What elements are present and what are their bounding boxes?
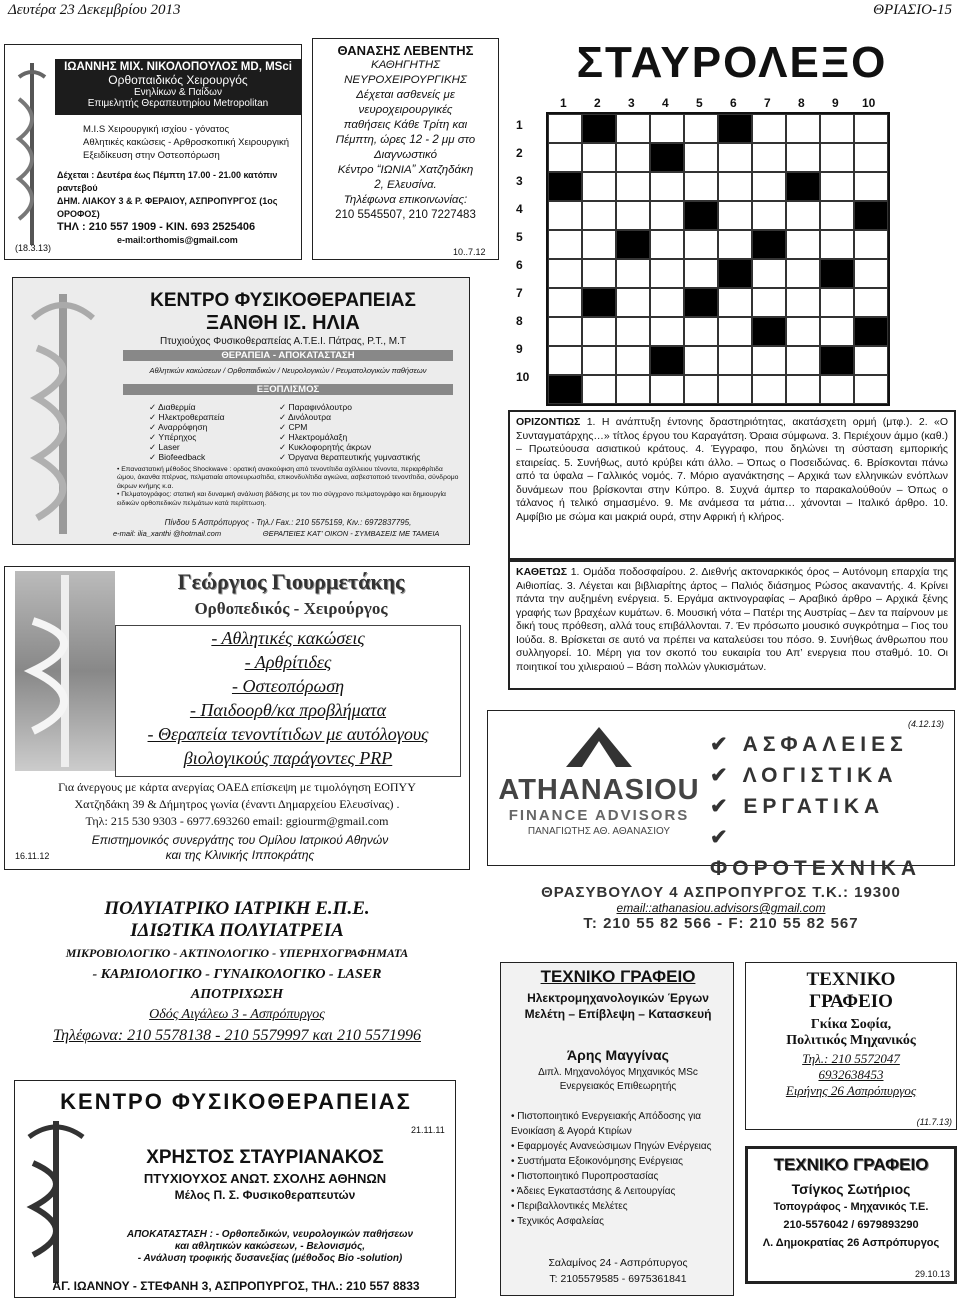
service-item: • Άδειες Εγκαταστάσης & Λειτουργίας	[511, 1186, 676, 1197]
crossword-cell[interactable]	[820, 114, 854, 143]
crossword-cell[interactable]	[786, 317, 820, 346]
ilia-equipment-left	[149, 402, 225, 462]
crossword-cell[interactable]	[820, 317, 854, 346]
crossword-cell[interactable]	[684, 143, 718, 172]
crossword-cell[interactable]	[820, 143, 854, 172]
caduceus-icon	[21, 1117, 91, 1287]
service-line: Εξειδίκευση στην Οστεοπόρωση	[83, 150, 220, 161]
crossword-black-cell	[752, 317, 786, 346]
crossword-cell[interactable]	[582, 346, 616, 375]
crossword-cell[interactable]	[616, 259, 650, 288]
equipment-item: ✓ Biofeedback	[149, 452, 206, 462]
contact-line: Τηλ: 215 530 9303 - 6977.693260 email: ggiourm@gmail.com	[85, 814, 389, 828]
crossword-black-cell	[650, 143, 684, 172]
ilia-band-therapy: ΘΕΡΑΠΕΙΑ - ΑΠΟΚΑΤΑΣΤΑΣΗ	[123, 350, 453, 361]
service-line: - Ανάλυση τροφικής δυσανεξίας (μέθοδος Bio -solution)	[137, 1253, 403, 1264]
crossword-black-cell	[650, 346, 684, 375]
crossword-cell[interactable]	[684, 317, 718, 346]
gkika-address: Ειρήνης 26 Ασπρόπυργος	[785, 1083, 917, 1098]
crossword-cell[interactable]	[548, 114, 582, 143]
tsigkos-phones: 210-5576042 / 6979893290	[783, 1219, 919, 1231]
body-line: Διαγνωστικό	[373, 149, 438, 161]
polyiatriko-line1: ΜΙΚΡΟΒΙΟΛΟΓΙΚΟ - ΑΚΤΙΝΟΛΟΓΙΚΟ - ΥΠΕΡΗΧΟΓΡΑΦΗΜΑΤΑ	[65, 946, 409, 960]
crossword-column-numbers	[550, 96, 950, 112]
crossword-black-cell	[854, 201, 888, 230]
athanasiou-address: ΘΡΑΣΥΒΟΥΛΟΥ 4 ΑΣΠΡΟΠΥΡΓΟΣ Τ.Κ.: 19300	[541, 884, 901, 901]
maggina-title: ΤΕΧΝΙΚΟ ΓΡΑΦΕΙΟ	[540, 967, 696, 986]
ad-gkika	[745, 962, 957, 1130]
crossword-black-cell	[582, 114, 616, 143]
ad-date: (4.12.13)	[908, 719, 945, 729]
affiliation-line: Επιστημονικός συνεργάτης του Ομίλου Ιατρικού Αθηνών	[91, 833, 389, 847]
address-line: Χατζηδάκη 39 & Δήμητρος γωνία (έναντι Δημαρχείου Ελευσίνας) .	[74, 797, 400, 811]
crossword-cell[interactable]	[548, 143, 582, 172]
gkika-name: Γκίκα Σοφία,	[810, 1017, 892, 1032]
row-number: 2	[516, 146, 523, 160]
row-number: 1	[516, 118, 523, 132]
crossword-cell[interactable]	[718, 172, 752, 201]
column-number: 2	[594, 96, 601, 110]
leventis-phones: 210 5545507, 210 7227483	[335, 209, 476, 221]
crossword-black-cell	[684, 201, 718, 230]
crossword-cell[interactable]	[616, 201, 650, 230]
ilia-name: ΞΑΝΘΗ ΙΣ. ΗΛΙΑ	[206, 312, 360, 334]
crossword-cell[interactable]	[820, 288, 854, 317]
leventis-body	[313, 88, 498, 193]
equipment-item: ✓ Δινόλουτρα	[279, 412, 332, 422]
tsigkos-title: ΤΕΧΝΙΚΟ ΓΡΑΦΕΙΟ	[773, 1155, 929, 1174]
gkika-title2: ΓΡΑΦΕΙΟ	[809, 991, 893, 1012]
crossword-black-cell	[684, 288, 718, 317]
note-shockwave: • Επαναστατική μέθοδος Shockwave : ορατική ανακούφιση από τενοντίτιδα αχίλλειου τένοντα, περιαρθρίτιδα ώμου, άκανθα πτέρνας, πελματιαία απονευρωσίτιδα, επικονδυλίτιδα αγκώνα, ασβεστοποιό τενοντίτιδα, σύνδρομο άκρων κνήμης κ.α.	[117, 466, 459, 490]
crossword-cell[interactable]	[854, 259, 888, 288]
crossword-cell[interactable]	[752, 143, 786, 172]
horizontal-label: ΟΡΙΖΟΝΤΙΩΣ	[516, 416, 581, 428]
note-podography: • Πελματογράφος: στατική και δυναμική ανάλυση βάδισης με τον πιο σύγχρονο πελματογράφο και δημιουργία ειδικών ορθοπεδικών πελμάτων κατά περίπτωση.	[117, 491, 446, 507]
crossword-black-cell	[854, 317, 888, 346]
service-item: ✔ ΦΟΡΟΤΕΧΝΙΚΑ	[710, 826, 922, 880]
hours-line: Δέχεται : Δευτέρα έως Πέμπτη 17.00 - 21.00 κατόπιν ραντεβού	[57, 170, 278, 193]
maggina-address: Σαλαμίνος 24 - Ασπρόπυργος	[548, 1257, 688, 1269]
crossword-cell[interactable]	[582, 259, 616, 288]
doctor-subspecialty: Ενηλίκων & Παίδων	[134, 87, 222, 98]
service-item: • Τεχνικός Ασφαλείας	[511, 1216, 604, 1227]
maggina-name: Άρης Μαγγίνας	[567, 1047, 669, 1063]
equipment-item: ✓ Παραφινόλουτρο	[279, 402, 352, 412]
giourmetakis-contact	[5, 779, 469, 830]
maggina-services	[511, 1109, 729, 1229]
crossword-black-cell	[582, 288, 616, 317]
body-line: 2, Ελευσίνα.	[374, 179, 437, 191]
crossword-cell[interactable]	[752, 114, 786, 143]
row-number: 8	[516, 314, 523, 328]
column-number: 3	[628, 96, 635, 110]
column-number: 1	[560, 96, 567, 110]
athanasiou-phones: Τ: 210 55 82 566 - F: 210 55 82 567	[583, 915, 859, 932]
column-number: 7	[764, 96, 771, 110]
leventis-name: ΘΑΝΑΣΗΣ ΛΕΒΕΝΤΗΣ	[337, 43, 474, 58]
ad-maggina	[500, 962, 734, 1296]
crossword-cell[interactable]	[684, 375, 718, 404]
crossword-cell[interactable]	[582, 375, 616, 404]
crossword-cell[interactable]	[684, 346, 718, 375]
ad-nikolopoulos-contact	[57, 169, 301, 247]
service-line: ΑΠΟΚΑΤΑΣΤΑΣΗ : - Ορθοπεδικών, νευρολογικών παθήσεων	[126, 1229, 414, 1240]
crossword-horizontal-clues	[508, 410, 956, 560]
crossword-cell[interactable]	[854, 375, 888, 404]
tsigkos-address: Λ. Δημοκρατίας 26 Ασπρόπυργος	[762, 1237, 940, 1249]
crossword-cell[interactable]	[548, 259, 582, 288]
caduceus-icon	[15, 571, 115, 771]
crossword-title: ΣΤΑΥΡΟΛΕΞΟ	[576, 38, 888, 87]
ad-leventis	[312, 38, 499, 260]
ad-date: 29.10.13	[914, 1269, 950, 1279]
crossword-cell[interactable]	[650, 317, 684, 346]
ad-date: 16.11.12	[15, 851, 50, 861]
crossword-grid	[546, 112, 890, 406]
crossword-black-cell	[616, 230, 650, 259]
crossword-cell[interactable]	[820, 172, 854, 201]
doctor-specialty: Ορθοπαιδικός Χειρουργός	[108, 73, 248, 87]
leventis-phones-label: Τηλέφωνα επικοινωνίας:	[343, 194, 468, 206]
crossword-cell[interactable]	[786, 201, 820, 230]
athanasiou-person: ΠΑΝΑΓΙΩΤΗΣ ΑΘ. ΑΘΑΝΑΣΙΟΥ	[527, 826, 671, 837]
equipment-item: ✓ CPM	[279, 422, 308, 432]
service-item: - Αρθρίτιδες	[244, 652, 332, 672]
crossword-cell[interactable]	[752, 375, 786, 404]
athanasiou-services	[710, 729, 950, 884]
athanasiou-logo-text: ATHANASIOU	[498, 774, 700, 806]
crossword-cell[interactable]	[616, 317, 650, 346]
crossword-cell[interactable]	[854, 114, 888, 143]
gkika-title1: ΤΕΧΝΙΚΟ	[806, 969, 896, 990]
logo-mark-icon	[564, 725, 634, 769]
service-item: • Εφαρμογές Ανανεώσιμων Πηγών Ενέργειας	[511, 1141, 712, 1152]
crossword-cell[interactable]	[752, 259, 786, 288]
crossword-cell[interactable]	[582, 317, 616, 346]
column-number: 10	[862, 96, 876, 110]
crossword-cell[interactable]	[616, 375, 650, 404]
crossword-cell[interactable]	[718, 317, 752, 346]
stavrianakos-services	[85, 1229, 455, 1265]
crossword-cell[interactable]	[786, 259, 820, 288]
crossword-cell[interactable]	[616, 172, 650, 201]
service-line: M.I.S Χειρουργική ισχίου - γόνατος	[83, 124, 230, 135]
giourmetakis-role: Ορθοπεδικός - Χειρούργος	[194, 599, 388, 618]
athanasiou-footer	[487, 884, 955, 932]
service-item: ✔ ΕΡΓΑΤΙΚΑ	[710, 795, 885, 818]
crossword-black-cell	[548, 172, 582, 201]
polyiatriko-title: ΠΟΛΥΙΑΤΡΙΚΟ ΙΑΤΡΙΚΗ Ε.Π.Ε.	[104, 898, 370, 919]
ad-nikolopoulos	[4, 44, 302, 260]
ad-date: (18.3.13)	[15, 243, 52, 253]
caduceus-icon	[11, 59, 53, 249]
leventis-title2: ΝΕΥΡΟΧΕΙΡΟΥΡΓΙΚΗΣ	[344, 74, 467, 86]
polyiatriko-phones: Τηλέφωνα: 210 5578138 - 210 5579997 και 210 5571996	[52, 1027, 421, 1044]
body-line: Πέμπτη, ώρες 12 - 2 μμ στο	[335, 134, 476, 146]
crossword-cell[interactable]	[854, 346, 888, 375]
crossword-cell[interactable]	[820, 201, 854, 230]
insurance-note: Για άνεργους με κάρτα ανεργίας ΟΑΕΔ επίσκεψη με τιμολόγηση ΕΟΠΥΥ	[58, 780, 416, 794]
crossword-cell[interactable]	[684, 172, 718, 201]
service-line: και αθλητικών κακώσεων, - Βελονισμός,	[174, 1241, 366, 1252]
crossword-cell[interactable]	[582, 201, 616, 230]
crossword-cell[interactable]	[616, 143, 650, 172]
giourmetakis-services	[115, 625, 461, 777]
crossword-cell[interactable]	[786, 375, 820, 404]
row-number: 9	[516, 342, 523, 356]
athanasiou-logo-sub: FINANCE ADVISORS	[508, 807, 690, 824]
ilia-footer: e-mail: ilia_xanthi @hotmail.com ΘΕΡΑΠΕΙΕΣ ΚΑΤ’ ΟΙΚΟΝ - ΣΥΜΒΑΣΕΙΣ ΜΕ ΤΑΜΕΙΑ	[113, 529, 440, 538]
giourmetakis-name: Γεώργιος Γιουρμετάκης	[177, 569, 405, 594]
address-line: ΔΗΜ. ΛΙΑΚΟΥ 3 & Ρ. ΦΕΡΑΙΟΥ, ΑΣΠΡΟΠΥΡΓΟΣ (1ος ΟΡΟΦΟΣ)	[57, 196, 278, 219]
crossword-cell[interactable]	[718, 375, 752, 404]
maggina-degree1: Διπλ. Μηχανολόγος Μηχανικός MSc	[538, 1067, 698, 1078]
crossword-cell[interactable]	[616, 288, 650, 317]
ad-ilia	[12, 277, 470, 545]
stavrianakos-degree2: Μέλος Π. Σ. Φυσικοθεραπευτών	[174, 1188, 356, 1202]
crossword-cell[interactable]	[650, 288, 684, 317]
header-date: Δευτέρα 23 Δεκεμβρίου 2013	[8, 2, 181, 18]
service-item: ✔ ΛΟΓΙΣΤΙΚΑ	[710, 764, 898, 787]
crossword-cell[interactable]	[786, 288, 820, 317]
crossword-cell[interactable]	[752, 288, 786, 317]
crossword-cell[interactable]	[684, 259, 718, 288]
service-item: - Θεραπεία τενοντίτιδων με αυτόλογους	[147, 724, 429, 744]
crossword-cell[interactable]	[786, 230, 820, 259]
body-line: Κέντρο “ΙΩΝΙΑ” Χατζηδάκη	[337, 164, 474, 176]
ilia-specialties: Αθλητικών κακώσεων / Ορθοπαιδικών / Νευρολογικών / Ρευματολογικών παθήσεων	[149, 366, 427, 375]
giourmetakis-image	[15, 571, 115, 771]
row-number: 5	[516, 230, 523, 244]
crossword-cell[interactable]	[548, 317, 582, 346]
equipment-item: ✓ Υπέρηχος	[149, 432, 197, 442]
crossword-cell[interactable]	[650, 114, 684, 143]
column-number: 9	[832, 96, 839, 110]
ad-polyiatriko	[4, 898, 470, 1068]
gkika-phone2: 6932638453	[818, 1067, 884, 1082]
stavrianakos-title: ΚΕΝΤΡΟ ΦΥΣΙΚΟΘΕΡΑΠΕΙΑΣ	[60, 1089, 412, 1114]
row-number: 6	[516, 258, 523, 272]
crossword-cell[interactable]	[718, 143, 752, 172]
ad-nikolopoulos-body	[83, 123, 298, 162]
crossword-cell[interactable]	[854, 143, 888, 172]
crossword-black-cell	[752, 230, 786, 259]
caduceus-icon	[23, 288, 103, 538]
polyiatriko-address: Οδός Αιγάλεω 3 - Ασπρόπυργος	[149, 1007, 325, 1022]
crossword-cell[interactable]	[548, 288, 582, 317]
crossword-cell[interactable]	[854, 230, 888, 259]
header-page: ΘΡΙΑΣΙΟ-15	[873, 2, 952, 18]
crossword-cell[interactable]	[752, 201, 786, 230]
row-number: 10	[516, 370, 530, 384]
doctor-name: ΙΩΑΝΝΗΣ ΜΙΧ. ΝΙΚΟΛΟΠΟΥΛΟΣ MD, MSci	[64, 61, 292, 73]
crossword-cell[interactable]	[650, 259, 684, 288]
crossword-cell[interactable]	[752, 172, 786, 201]
column-number: 5	[696, 96, 703, 110]
crossword-cell[interactable]	[786, 143, 820, 172]
service-item: • Περιβαλλοντικές Μελέτες	[511, 1201, 628, 1212]
equipment-item: ✓ Διαθερμία	[149, 402, 196, 412]
service-item: - Παιδοορθ/κα προβλήματα	[189, 700, 387, 720]
column-number: 4	[662, 96, 669, 110]
ilia-notes	[117, 466, 463, 508]
equipment-item: ✓ Κυκλοφορητής άκρων	[279, 442, 372, 452]
maggina-phones: Τ: 2105579585 - 6975361841	[549, 1273, 687, 1285]
tsigkos-name: Τσίγκος Σωτήριος	[791, 1181, 911, 1197]
polyiatriko-line3: ΑΠΟΤΡΙΧΩΣΗ	[190, 987, 284, 1002]
service-line: Αθλητικές κακώσεις - Αρθροσκοπική Χειρουργική	[83, 137, 289, 148]
polyiatriko-line2: - ΚΑΡΔΙΟΛΟΓΙΚΟ - ΓΥΝΑΙΚΟΛΟΓΙΚΟ - LASER	[92, 967, 382, 982]
crossword-cell[interactable]	[684, 230, 718, 259]
crossword-cell[interactable]	[718, 288, 752, 317]
crossword-black-cell	[718, 259, 752, 288]
equipment-item: ✓ Αναρρόφηση	[149, 422, 208, 432]
crossword-cell[interactable]	[616, 346, 650, 375]
ad-date: 10..7.12	[453, 247, 486, 257]
service-item: • Συστήματα Εξοικονόμησης Ενέργειας	[511, 1156, 683, 1167]
ad-athanasiou	[487, 710, 955, 880]
ad-stavrianakos	[14, 1080, 456, 1298]
doctor-affiliation: Επιμελητής Θεραπευτηρίου Metropolitan	[87, 98, 269, 109]
crossword-cell[interactable]	[650, 172, 684, 201]
service-item: ✔ ΑΣΦΑΛΕΙΕΣ	[710, 733, 908, 756]
ad-tsigkos	[745, 1146, 957, 1284]
crossword-cell[interactable]	[650, 230, 684, 259]
crossword-cell[interactable]	[786, 114, 820, 143]
stavrianakos-name: ΧΡΗΣΤΟΣ ΣΤΑΥΡΙΑΝΑΚΟΣ	[146, 1147, 384, 1168]
ilia-band-equipment: ΕΞΟΠΛΙΣΜΟΣ	[123, 384, 453, 395]
service-item: - Αθλητικές κακώσεις	[211, 628, 365, 648]
maggina-degree2: Ενεργειακός Επιθεωρητής	[559, 1081, 677, 1092]
vertical-text: 1. Ομάδα ποδοσφαίρου. 2. Διεθνής ακτοναρκικός όρος – Αυτόνομη επαρχία της Αιθιοπίας. 3. Λέγεται και βιβλιαρίτης άρτος – Παλιός διάσημος Ρώσος ακαναντής. 4. Κρίνει πάντα την αυξημένη ενέργεια. 5. Εργάμα ακτινογραφίας – Αραβικό άρθρο – Αρχικά ξένης γραφής των βραχέων κυμάτων. 6. Μουσική νότα – Πατέρι της Αυστρίας – Δεν τα παίρνουν με δική τους πρόθεση, αλλά τους επιβάλλονται. 7. Έν πρόσωπο μουσικό συγκρότημα – Γιος του Ιούδα. 8. Βρίσκεται σε αυτό να πρέπει να καταλεύσει του πόσο. 9. Συνήθως άνθρωπου που συλληγορεί. 10. Μέρη για τον σκοπό του ευκαιρία του Απ’ ενεργεια που σταθμό. 10. Οι ποιητικοί του χιλιεραιού – Βάση πολλών γλυκισμάτων.	[516, 566, 948, 673]
crossword-cell[interactable]	[820, 230, 854, 259]
crossword-cell[interactable]	[854, 172, 888, 201]
crossword-cell[interactable]	[616, 114, 650, 143]
horizontal-text: 1. Η ανάπτυξη έντονης δραστηριότητας, ακατάσχετη ορμή (μτφ.). 2. «Ο Συνταγματάρχης…» τίτλος έργου του Καραγάτση. Όραια σύμφωνα. 3. Περιέχουν άμμο (καθ.) – Πρωτεύουσα ασιατικού κράτους. 4. Έγγραφο, που δηλώνει τη σύσταση εμπορικής εταιρείας. 5. Συνήθως, αυτό κρύβει κάτι άλλο. – Όπως ο Ποσειδώνας. 6. Βρίσκονται πάνω από τα ύφαλα – Γαλλικός νομός. 7. Μόριο αγανάκτησης – Αρχικά των ελληνικών ενόπλων δυνάμεων που βρίσκονται στην Κύπρο. 8. Συχνά άμπερ το παρακαλούθούν – Όπως ο τάλανος ή τελικό σημασμένο. 9. Με ανάμεσα τα μάτια… χάνονται – Ιταλικό άρθρο. 10. Αμφίβιο με σώμα και μακριά ουρά, στην Αφρική ή κλήρος.	[516, 416, 949, 523]
crossword-vertical-clues	[508, 560, 956, 690]
service-item: • Πιστοποιητικό Πυροπροστασίας	[511, 1171, 659, 1182]
maggina-sub1: Ηλεκτρομηχανολογικών Έργων	[527, 991, 709, 1005]
body-line: παθήσεις Κάθε Τρίτη και	[343, 119, 468, 131]
crossword-cell[interactable]	[786, 346, 820, 375]
crossword-cell[interactable]	[548, 230, 582, 259]
crossword-black-cell	[718, 114, 752, 143]
email-line: e-mail:orthomis@gmail.com	[117, 235, 238, 245]
crossword-black-cell	[548, 375, 582, 404]
athanasiou-email[interactable]: email::athanasiou.advisors@gmail.com	[616, 901, 826, 915]
row-number: 3	[516, 174, 523, 188]
polyiatriko-subtitle: ΙΔΙΩΤΙΚΑ ΠΟΛΥΙΑΤΡΕΙΑ	[130, 920, 344, 941]
phone-line: ΤΗΛ : 210 557 1909 - ΚΙΝ. 693 2525406	[57, 221, 256, 233]
crossword-cell[interactable]	[582, 172, 616, 201]
crossword-black-cell	[820, 259, 854, 288]
ad-nikolopoulos-header	[55, 59, 301, 115]
stavrianakos-address: ΑΓ. ΙΩΑΝΝΟΥ - ΣΤΕΦΑΝΗ 3, ΑΣΠΡΟΠΥΡΓΟΣ, ΤΗΛ.: 210 557 8833	[52, 1279, 420, 1293]
equipment-item: ✓ Ηλεκτροθεραπεία	[149, 412, 225, 422]
crossword-cell[interactable]	[582, 230, 616, 259]
page-header	[0, 0, 960, 22]
crossword-cell[interactable]	[650, 375, 684, 404]
equipment-item: ✓ Όργανα θεραπευτικής γυμναστικής	[279, 452, 421, 462]
crossword-cell[interactable]	[582, 143, 616, 172]
stavrianakos-degree1: ΠΤΥΧΙΟΥΧΟΣ ΑΝΩΤ. ΣΧΟΛΗΣ ΑΘΗΝΩΝ	[143, 1171, 387, 1186]
ilia-title: ΚΕΝΤΡΟ ΦΥΣΙΚΟΘΕΡΑΠΕΙΑΣ	[150, 290, 416, 311]
athanasiou-logo	[494, 719, 704, 859]
row-number: 4	[516, 202, 523, 216]
ad-date: 21.11.11	[411, 1125, 445, 1135]
body-line: Δέχεται ασθενείς με	[356, 89, 455, 101]
crossword-cell[interactable]	[548, 201, 582, 230]
crossword-cell[interactable]	[650, 201, 684, 230]
crossword-row-numbers	[516, 118, 544, 418]
service-item: βιολογικούς παράγοντες PRP	[183, 748, 393, 768]
equipment-item: ✓ Laser	[149, 442, 180, 452]
service-item: - Οστεοπόρωση	[231, 676, 345, 696]
column-number: 6	[730, 96, 737, 110]
ilia-equipment-right	[279, 402, 420, 462]
row-number: 7	[516, 286, 523, 300]
gkika-role: Πολιτικός Μηχανικός	[786, 1033, 916, 1048]
gkika-phone1: Τηλ.: 210 5572047	[802, 1051, 900, 1066]
service-item: • Πιστοποιητικό Ενεργειακής Απόδοσης για Ενοικίαση & Αγορά Κτιρίων	[511, 1111, 702, 1137]
crossword-cell[interactable]	[684, 114, 718, 143]
crossword-black-cell	[820, 346, 854, 375]
crossword-panel	[508, 38, 956, 690]
crossword-cell[interactable]	[718, 201, 752, 230]
crossword-cell[interactable]	[718, 346, 752, 375]
crossword-black-cell	[786, 172, 820, 201]
ilia-address: Πίνδου 5 Ασπρόπυργος - Τηλ./ Fax.: 210 5575159, Κιν.: 6972837795,	[164, 518, 412, 527]
column-number: 8	[798, 96, 805, 110]
crossword-cell[interactable]	[854, 288, 888, 317]
giourmetakis-affiliation	[45, 833, 435, 863]
tsigkos-role: Τοπογράφος - Μηχανικός Τ.Ε.	[773, 1201, 929, 1213]
ad-giourmetakis	[4, 566, 470, 870]
body-line: νευροχειρουργικές	[358, 104, 453, 116]
affiliation-line: και της Κλινικής Ιπποκράτης	[165, 848, 315, 862]
crossword-cell[interactable]	[718, 230, 752, 259]
crossword-cell[interactable]	[820, 375, 854, 404]
maggina-sub2: Μελέτη – Επίβλεψη – Κατασκευή	[524, 1007, 712, 1021]
equipment-item: ✓ Ηλεκτρομάλαξη	[279, 432, 348, 442]
vertical-label: ΚΑΘΕΤΩΣ	[516, 566, 567, 578]
crossword-cell[interactable]	[752, 346, 786, 375]
ilia-degree: Πτυχιούχος Φυσικοθεραπείας Α.Τ.Ε.Ι. Πάτρας, P.T., M.T	[160, 336, 406, 347]
crossword-cell[interactable]	[548, 346, 582, 375]
ad-date: (11.7.13)	[916, 1117, 952, 1127]
leventis-title1: ΚΑΘΗΓΗΤΗΣ	[370, 59, 441, 71]
